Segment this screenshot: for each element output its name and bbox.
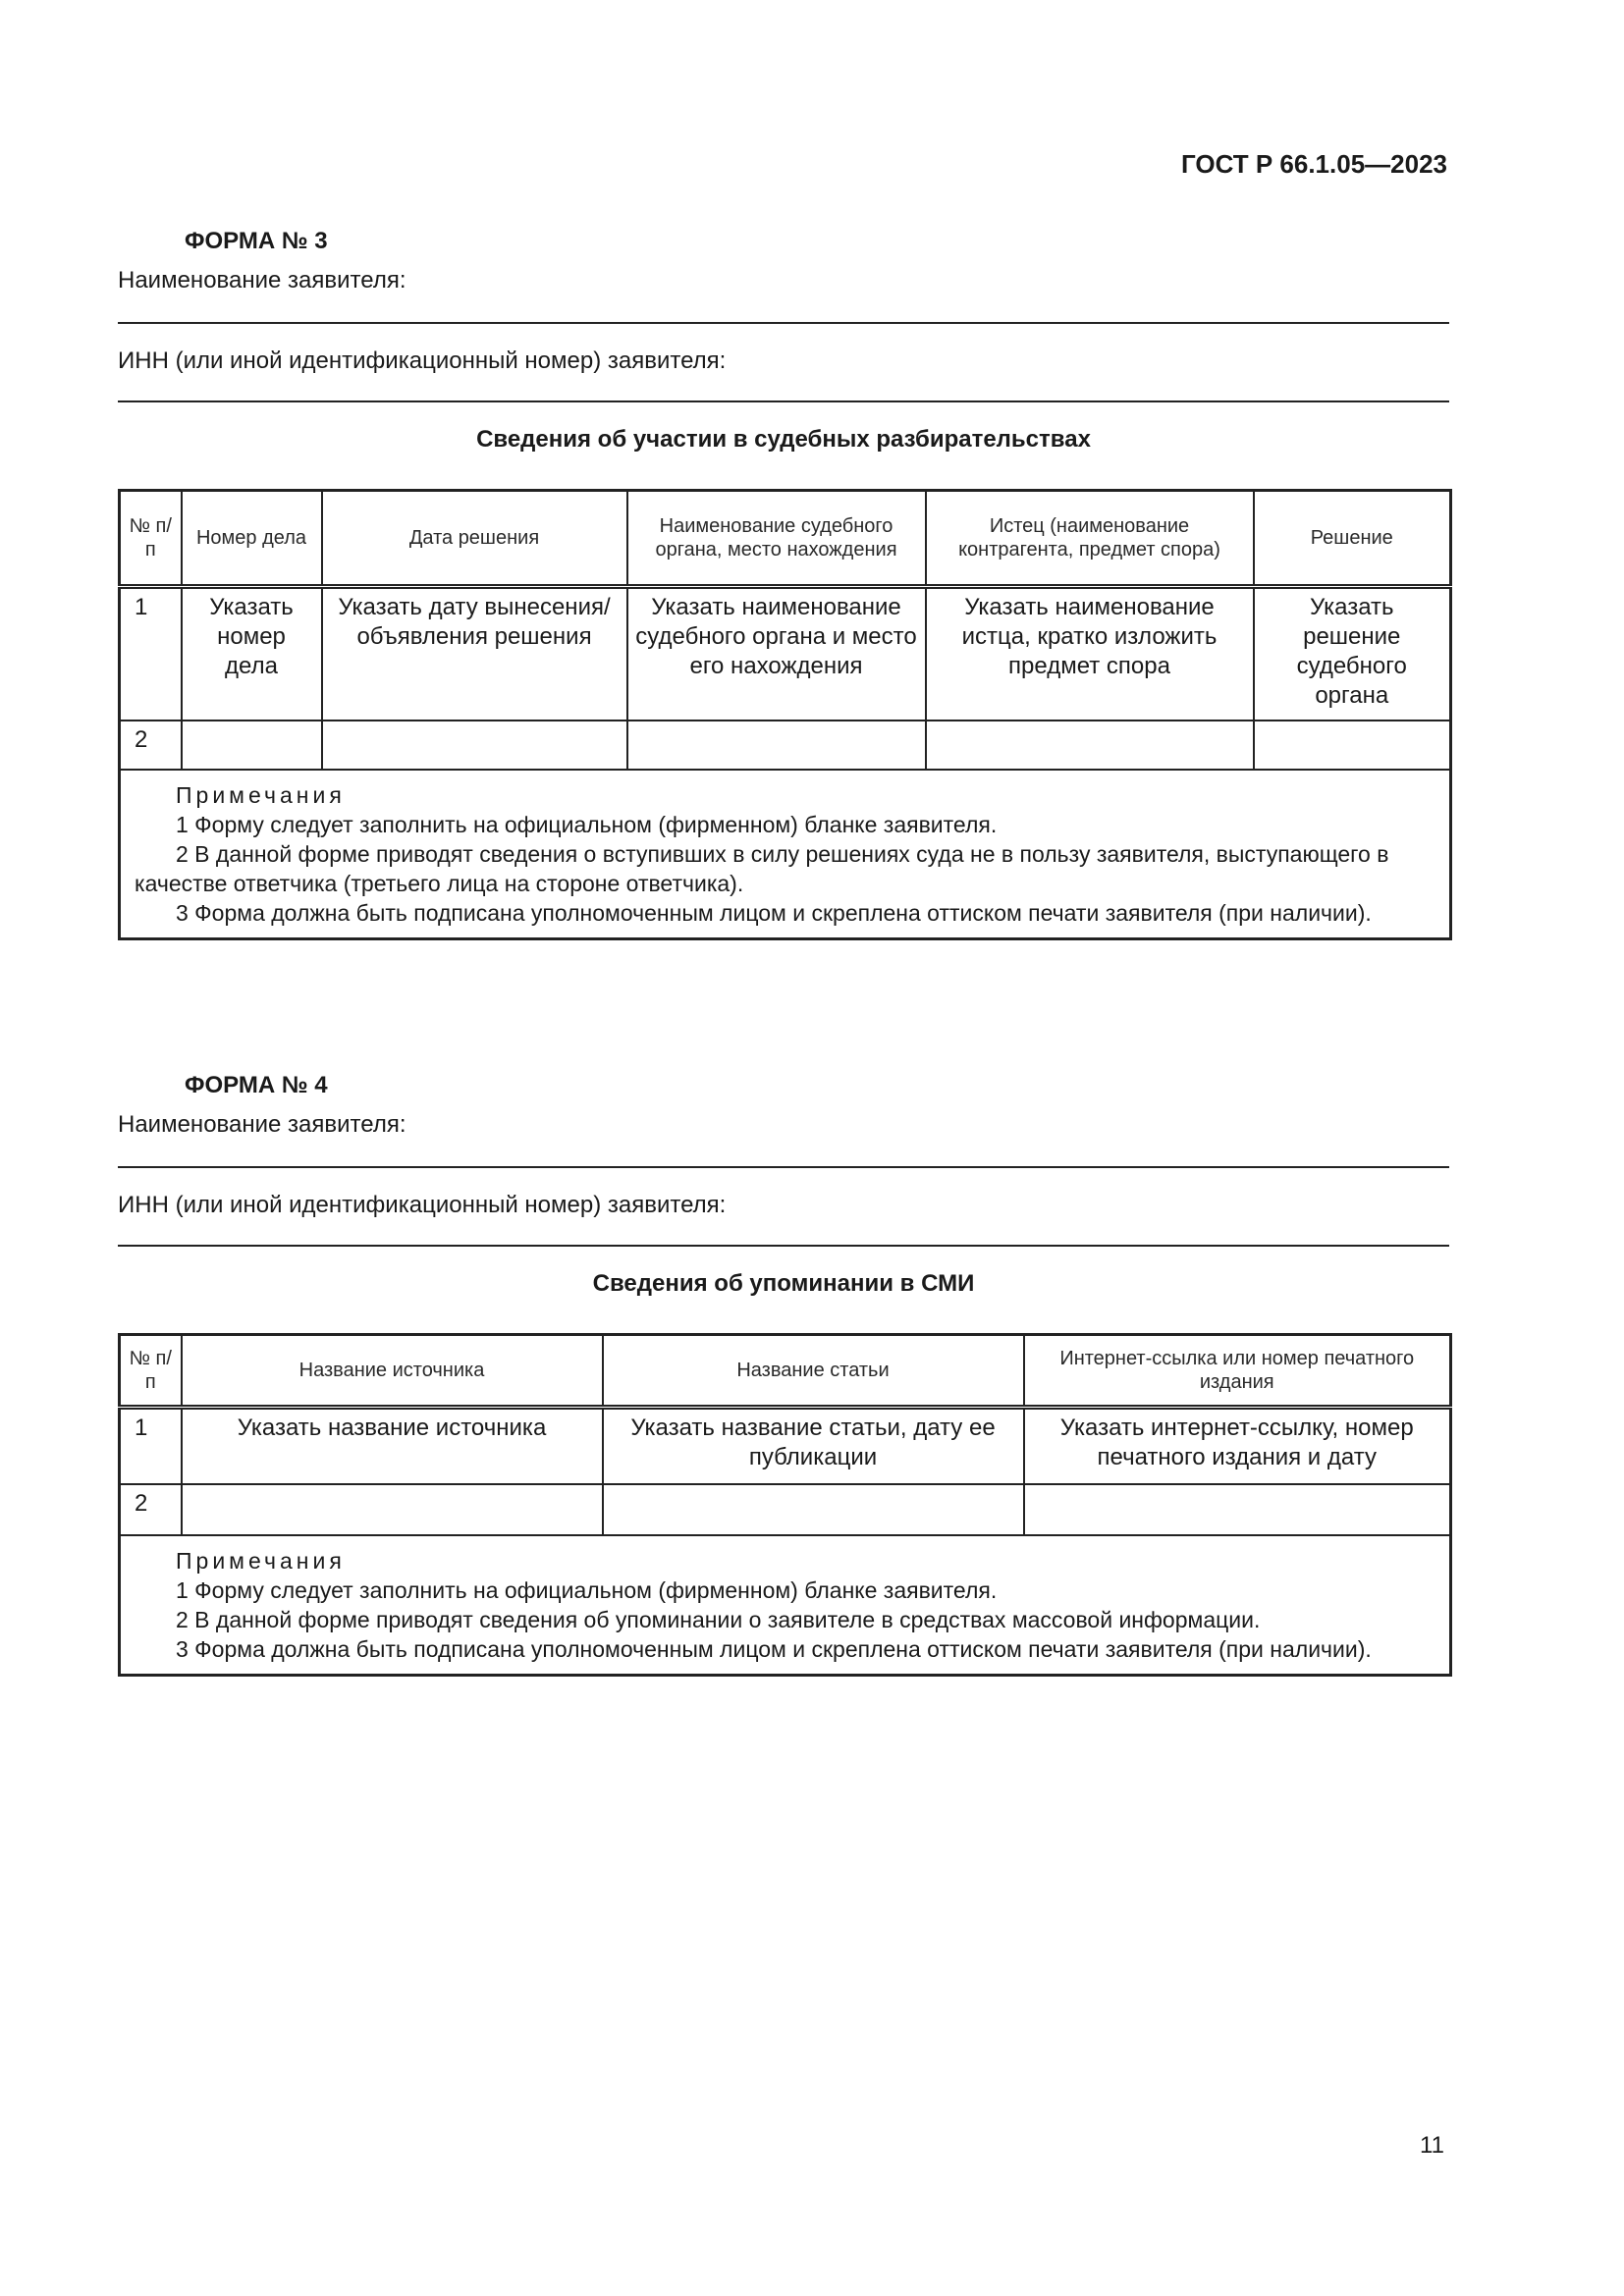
form4-notes <box>120 1535 1451 1676</box>
column-header-article: Название статьи <box>603 1335 1024 1408</box>
form4-inn-label: ИНН (или иной идентификационный номер) заявителя: <box>118 1192 727 1218</box>
table-row <box>120 721 1451 770</box>
form4-table-caption: Сведения об упоминании в СМИ <box>592 1270 975 1297</box>
table-cell <box>1254 721 1451 770</box>
table-row <box>120 587 1451 721</box>
note-item: 3 Форма должна быть подписана уполномоченным лицом и скреплена оттиском печати заявителя (при наличии). <box>176 899 1372 926</box>
document-code: ГОСТ Р 66.1.05—2023 <box>1180 149 1447 179</box>
column-header-decision: Решение <box>1254 491 1451 587</box>
table-cell: 2 <box>120 1484 182 1535</box>
form4-table <box>118 1333 1452 1677</box>
column-header-court: Наименование судебного органа, место нахождения <box>627 491 926 587</box>
form3-inn-label: ИНН (или иной идентификационный номер) заявителя: <box>118 347 727 374</box>
note-item: 2 В данной форме приводят сведения о вступивших в силу решениях суда не в пользу заявителя, выступающего в качестве ответчика (третьего лица на стороне ответчика). <box>135 840 1389 896</box>
table-cell: Указать номер дела <box>182 587 322 721</box>
note-item: 3 Форма должна быть подписана уполномоченным лицом и скреплена оттиском печати заявителя (при наличии). <box>176 1635 1372 1662</box>
table-cell <box>182 721 322 770</box>
form3-inn-line <box>118 400 1449 402</box>
table-cell <box>1024 1484 1451 1535</box>
form3-table-caption: Сведения об участии в судебных разбирательствах <box>476 426 1091 453</box>
note-item: 2 В данной форме приводят сведения об упоминании о заявителе в средствах массовой информации. <box>176 1606 1261 1632</box>
table-cell: 1 <box>120 587 182 721</box>
form3-header-row <box>120 491 1451 587</box>
form4-title: ФОРМА № 4 <box>185 1072 328 1098</box>
column-header-plaintiff: Истец (наименование контрагента, предмет спора) <box>926 491 1254 587</box>
table-cell <box>926 721 1254 770</box>
form3-title: ФОРМА № 3 <box>185 228 328 254</box>
table-cell: Указать интернет-ссылку, номер печатного издания и дату <box>1024 1408 1451 1484</box>
form4-inn-line <box>118 1245 1449 1247</box>
table-row <box>120 1484 1451 1535</box>
table-cell: Указать название источника <box>182 1408 603 1484</box>
form4-applicant-name-line <box>118 1166 1449 1168</box>
table-cell: Указать решение судебного органа <box>1254 587 1451 721</box>
form3-table <box>118 489 1452 940</box>
notes-title: Примечания <box>176 1547 346 1574</box>
note-item: 1 Форму следует заполнить на официальном (фирменном) бланке заявителя. <box>176 811 998 837</box>
column-header-source: Название источника <box>182 1335 603 1408</box>
column-header-number: № п/п <box>120 491 182 587</box>
table-cell: Указать наименование судебного органа и место его нахождения <box>627 587 926 721</box>
notes-row <box>120 1535 1451 1676</box>
table-cell: Указать дату вынесения/объявления решения <box>322 587 627 721</box>
table-cell <box>322 721 627 770</box>
column-header-link: Интернет-ссылка или номер печатного издания <box>1024 1335 1451 1408</box>
table-row <box>120 1408 1451 1484</box>
table-cell: 1 <box>120 1408 182 1484</box>
table-cell: Указать наименование истца, кратко изложить предмет спора <box>926 587 1254 721</box>
table-cell: 2 <box>120 721 182 770</box>
table-cell <box>627 721 926 770</box>
column-header-number: № п/п <box>120 1335 182 1408</box>
note-item: 1 Форму следует заполнить на официальном (фирменном) бланке заявителя. <box>176 1576 998 1603</box>
form3-applicant-name-label: Наименование заявителя: <box>118 267 406 294</box>
form3-applicant-name-line <box>118 322 1449 324</box>
notes-title: Примечания <box>176 781 346 808</box>
column-header-case-number: Номер дела <box>182 491 322 587</box>
table-cell <box>603 1484 1024 1535</box>
form4-applicant-name-label: Наименование заявителя: <box>118 1111 406 1138</box>
table-cell: Указать название статьи, дату ее публикации <box>603 1408 1024 1484</box>
notes-row <box>120 770 1451 939</box>
table-cell <box>182 1484 603 1535</box>
column-header-decision-date: Дата решения <box>322 491 627 587</box>
form3-notes <box>120 770 1451 939</box>
form4-header-row <box>120 1335 1451 1408</box>
page-number: 11 <box>1420 2132 1444 2159</box>
